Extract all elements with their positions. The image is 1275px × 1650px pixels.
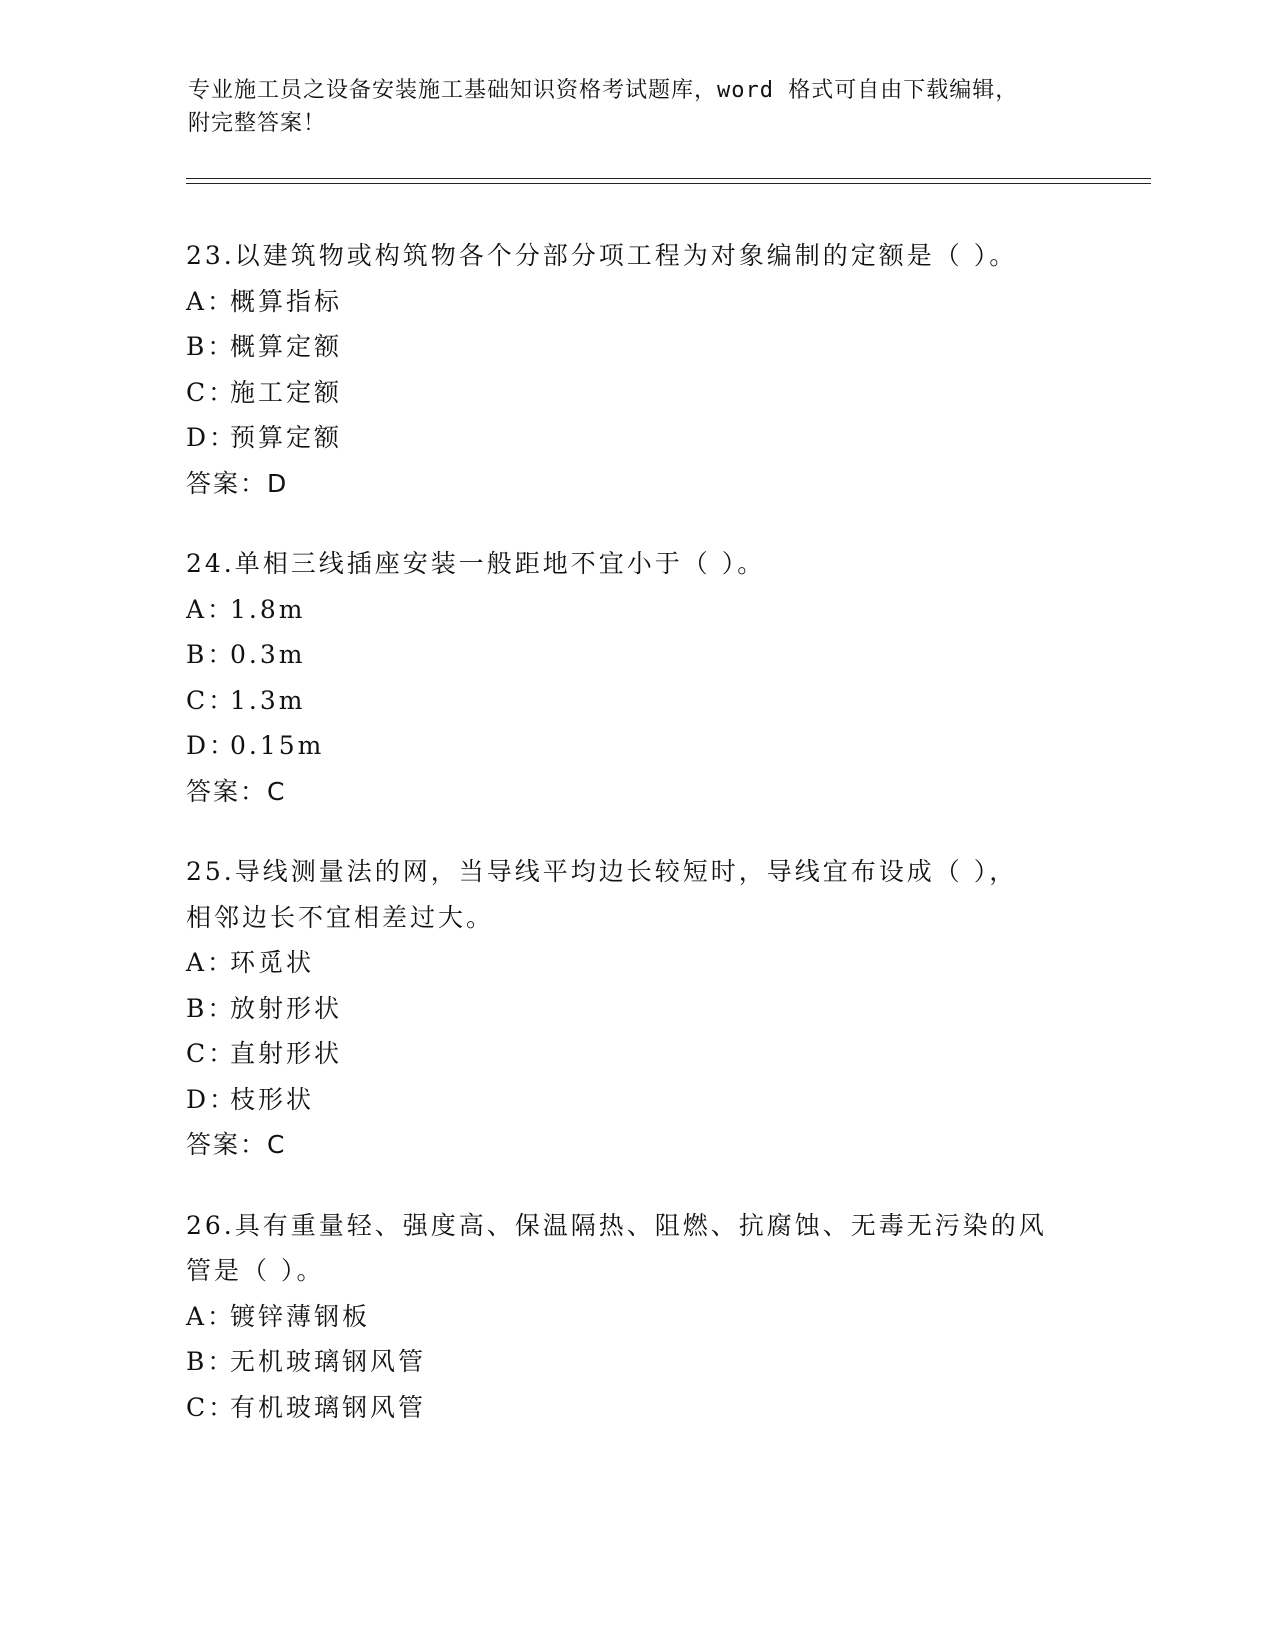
option-key: D： <box>186 423 238 452</box>
question-line: 24.单相三线插座安装一般距地不宜小于（ ）。 <box>186 549 766 578</box>
option-text: 有机玻璃钢风管 <box>230 1392 427 1422</box>
answer-option <box>186 587 1086 633</box>
option-key: D： <box>186 731 238 760</box>
option-key: C： <box>186 377 237 407</box>
question-line: 26.具有重量轻、强度高、保温隔热、阻燃、抗腐蚀、无毒无污染的风 <box>186 1210 1047 1240</box>
answer-line: 答案：C <box>186 776 287 806</box>
option-key: B： <box>186 993 236 1023</box>
header-line-2: 附完整答案！ <box>188 111 327 136</box>
option-key: A： <box>186 948 236 977</box>
answer-option <box>186 1294 1086 1340</box>
option-text: 预算定额 <box>230 423 343 452</box>
option-key: C： <box>186 1392 237 1422</box>
option-text: 概算定额 <box>230 332 343 361</box>
answer-option <box>186 1077 1086 1123</box>
question-block <box>186 541 1086 814</box>
option-key: A： <box>186 1301 236 1331</box>
answer-option <box>186 370 1086 416</box>
question-text <box>186 849 1086 940</box>
answer-option <box>186 940 1086 986</box>
option-key: B： <box>186 1347 236 1376</box>
option-key: B： <box>186 332 236 361</box>
header-divider-top <box>186 178 1151 179</box>
answer-option <box>186 415 1086 461</box>
option-text: 0.15m <box>230 731 325 760</box>
question-line: 管是（ ）。 <box>186 1256 325 1285</box>
option-text: 镀锌薄钢板 <box>230 1301 371 1331</box>
answer-line: 答案：C <box>186 1130 287 1159</box>
page-header <box>188 74 1088 140</box>
option-text: 放射形状 <box>230 993 343 1023</box>
answer-option <box>186 723 1086 769</box>
header-divider-bottom <box>186 183 1151 184</box>
answer-option <box>186 632 1086 678</box>
option-key: A： <box>186 594 236 624</box>
header-line-1: 专业施工员之设备安装施工基础知识资格考试题库，word 格式可自由下载编辑， <box>188 78 1019 103</box>
answer-option <box>186 1385 1086 1431</box>
option-text: 枝形状 <box>230 1084 315 1114</box>
question-block <box>186 849 1086 1168</box>
option-text: 0.3m <box>230 640 306 669</box>
option-text: 1.8m <box>230 594 306 624</box>
answer-option <box>186 1339 1086 1385</box>
option-text: 概算指标 <box>230 286 343 316</box>
question-text <box>186 1203 1086 1294</box>
option-text: 施工定额 <box>230 377 343 407</box>
question-line: 23.以建筑物或构筑物各个分部分项工程为对象编制的定额是（ ）。 <box>186 241 1018 270</box>
option-key: D： <box>186 1084 238 1114</box>
question-line: 相邻边长不宜相差过大。 <box>186 902 495 932</box>
option-text: 1.3m <box>230 685 306 715</box>
question-text <box>186 541 1086 587</box>
question-text <box>186 233 1086 279</box>
answer-option <box>186 1031 1086 1077</box>
answer-option <box>186 324 1086 370</box>
answer-option <box>186 678 1086 724</box>
option-key: C： <box>186 1039 237 1068</box>
question-block <box>186 233 1086 506</box>
option-key: A： <box>186 286 236 316</box>
question-block <box>186 1203 1086 1431</box>
answer-option <box>186 279 1086 325</box>
option-key: C： <box>186 685 237 715</box>
option-text: 无机玻璃钢风管 <box>230 1347 427 1376</box>
answer-option <box>186 986 1086 1032</box>
option-text: 环觅状 <box>230 948 315 977</box>
option-key: B： <box>186 640 236 669</box>
option-text: 直射形状 <box>230 1039 343 1068</box>
question-list <box>186 233 1086 1465</box>
answer-line: 答案：D <box>186 468 289 498</box>
question-line: 25.导线测量法的网，当导线平均边长较短时，导线宜布设成（ ）， <box>186 857 1018 886</box>
